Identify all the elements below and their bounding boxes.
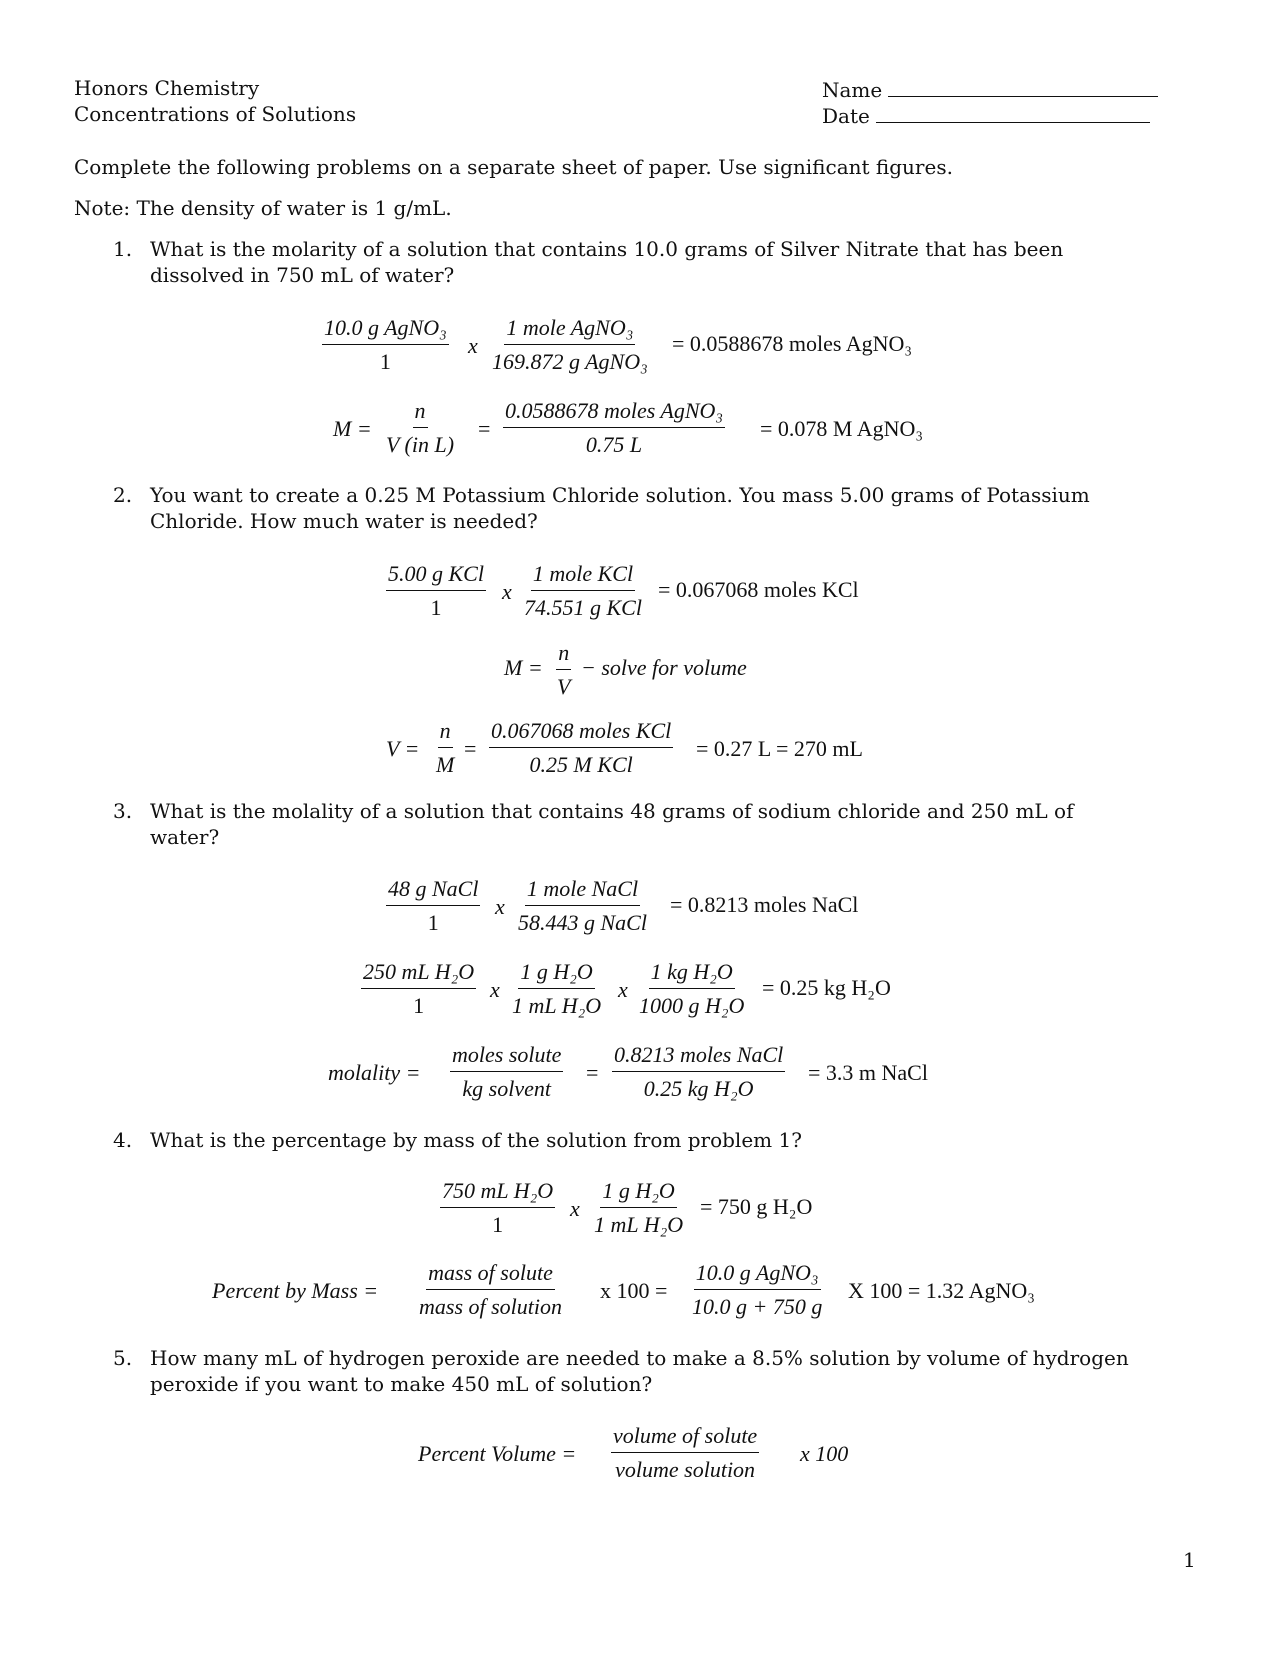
result: = 0.27 L = 270 mL: [696, 736, 863, 761]
equation-lhs: molality =: [328, 1060, 421, 1085]
name-blank[interactable]: [888, 78, 1158, 97]
problem-text: dissolved in 750 mL of water?: [150, 263, 455, 287]
result: = 0.8213 moles NaCl: [670, 892, 859, 917]
problem-number: 3.: [113, 799, 133, 823]
fraction: 1 mole NaCl 58.443 g NaCl: [518, 876, 647, 936]
fraction: $\frac{n}{M}$: [436, 718, 455, 778]
problem-text: peroxide if you want to make 450 mL of solution?: [150, 1372, 653, 1396]
fraction: $\frac{\text{1 g H₂O}}{\text{1 mL H₂O}}$: [512, 959, 602, 1019]
name-field[interactable]: [822, 78, 1158, 100]
fraction: 48 g NaCl 1: [388, 876, 479, 936]
problem-text: water?: [150, 825, 220, 849]
result: X 100 = 1.32 AgNO₃: [848, 1278, 1035, 1303]
fraction: $\frac{\text{250 mL H₂O}}{1}$: [363, 959, 475, 1019]
fraction: 5.00 g KCl 1: [388, 561, 484, 621]
course-title: Honors Chemistry: [74, 76, 260, 100]
fraction: 1 mole KCl 74.551 g KCl: [524, 561, 642, 621]
page-number: 1: [1183, 1548, 1196, 1572]
date-field[interactable]: [822, 104, 1150, 126]
problem-number: 4.: [113, 1128, 133, 1152]
date-label: Date: [822, 104, 870, 128]
result: = 0.25 kg H₂O: [762, 975, 891, 1000]
worksheet-topic: Concentrations of Solutions: [74, 102, 357, 126]
times-symbol: x: [490, 977, 500, 1002]
fraction: mass of solute mass of solution: [419, 1260, 563, 1320]
equals-sign: =: [586, 1060, 599, 1085]
fraction: $\frac{\text{750 mL H₂O}}{1}$: [442, 1178, 554, 1238]
times-symbol: x: [468, 333, 478, 358]
equation-lhs: M =: [504, 655, 543, 680]
equation-lhs: M =: [333, 416, 372, 441]
fraction: 1 mole AgNO₃ 169.872 g AgNO₃: [492, 315, 648, 375]
equation-lhs: Percent by Mass =: [212, 1278, 379, 1303]
instruction-note: − solve for volume: [581, 655, 747, 680]
problem-text: What is the molality of a solution that contains 48 grams of sodium chloride and 250 mL of: [150, 799, 1074, 823]
equals-sign: =: [464, 736, 477, 761]
fraction: $\frac{\text{1 g H₂O}}{\text{1 mL H₂O}}$: [594, 1178, 684, 1238]
fraction: 10.0 g AgNO₃ 1: [324, 315, 447, 375]
problem-text: What is the molarity of a solution that contains 10.0 grams of Silver Nitrate that has been: [150, 237, 1064, 261]
problem-number: 1.: [113, 237, 133, 261]
fraction: 0.067068 moles KCl 0.25 M KCl: [491, 718, 672, 778]
problem-text: Chloride. How much water is needed?: [150, 509, 538, 533]
density-note: Note: The density of water is 1 g/mL.: [74, 196, 452, 220]
fraction: $\frac{n}{V}$: [557, 640, 571, 700]
times-symbol: x: [495, 894, 505, 919]
multiplier: x 100 =: [600, 1278, 668, 1303]
result: = 0.067068 moles KCl: [658, 577, 859, 602]
times-symbol: x: [570, 1196, 580, 1221]
equals-sign: =: [478, 416, 491, 441]
instructions: Complete the following problems on a separate sheet of paper. Use significant figures.: [74, 155, 953, 179]
fraction: $\frac{\text{1 kg H₂O}}{\text{1000 g H₂O}}$: [639, 959, 745, 1019]
name-label: Name: [822, 78, 883, 102]
times-symbol: x: [618, 977, 628, 1002]
result: = 3.3 m NaCl: [808, 1060, 928, 1085]
fraction: 0.0588678 moles AgNO₃ 0.75 L: [505, 398, 724, 458]
problem-number: 2.: [113, 483, 133, 507]
result: = 0.078 M AgNO₃: [760, 416, 924, 441]
result: = 0.0588678 moles AgNO₃: [672, 331, 913, 356]
fraction: moles solute kg solvent: [452, 1042, 562, 1102]
fraction: 0.8213 moles NaCl 0.25 kg H₂O: [614, 1042, 784, 1102]
problem-text: What is the percentage by mass of the solution from problem 1?: [150, 1128, 802, 1152]
multiplier: x 100: [800, 1441, 849, 1466]
fraction: volume of solute volume solution: [613, 1423, 758, 1483]
result: = 750 g H₂O: [700, 1194, 813, 1219]
date-blank[interactable]: [876, 104, 1150, 123]
equation-lhs: Percent Volume =: [418, 1441, 577, 1466]
fraction: 10.0 g AgNO₃ 10.0 g + 750 g: [692, 1260, 823, 1320]
fraction: $\frac{n}{\text{V (in L)}}$: [386, 398, 455, 458]
problem-text: You want to create a 0.25 M Potassium Chloride solution. You mass 5.00 grams of Potassium: [150, 483, 1090, 507]
problem-text: How many mL of hydrogen peroxide are needed to make a 8.5% solution by volume of hydrogen: [150, 1346, 1129, 1370]
equation-lhs: V =: [386, 736, 420, 761]
problem-number: 5.: [113, 1346, 133, 1370]
times-symbol: x: [502, 579, 512, 604]
